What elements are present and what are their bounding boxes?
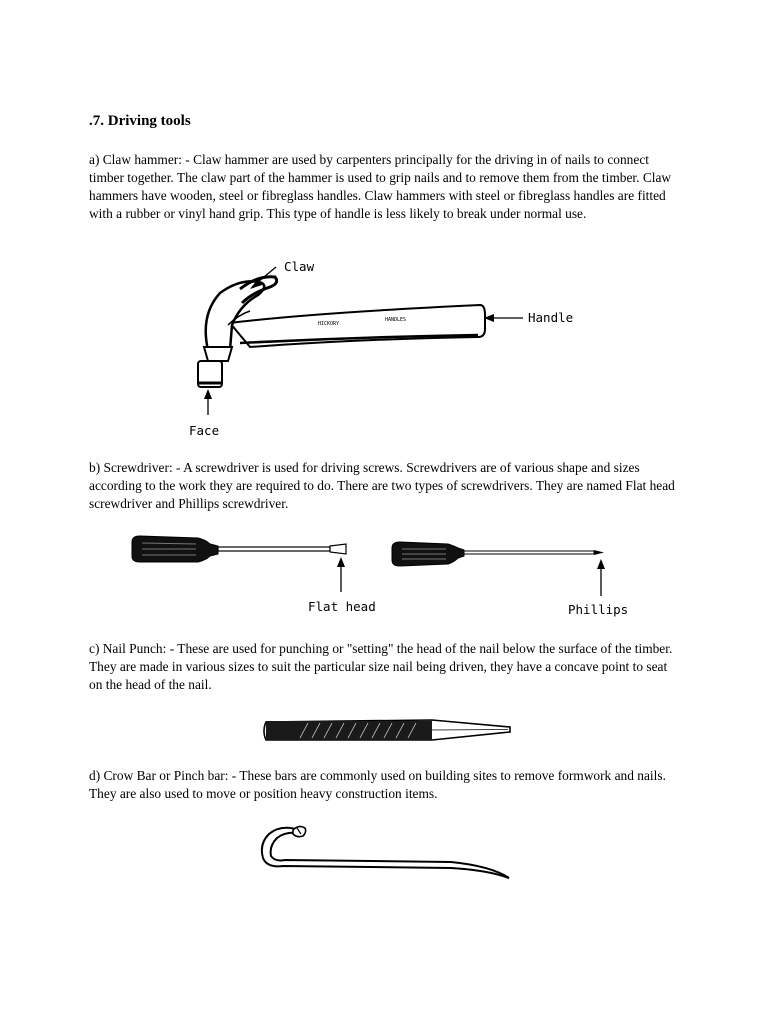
crow-bar-paragraph: d) Crow Bar or Pinch bar: - These bars are commonly used on building sites to remove formwork and nails. They are also used to move or position heavy construction items.	[89, 768, 666, 801]
crow-bar-illustration	[255, 822, 517, 884]
face-label: Face	[189, 423, 220, 438]
nail-punch-paragraph: c) Nail Punch: - These are used for punching or "setting" the head of the nail below the surface of the timber. They are made in various sizes to suit the particular size nail being driven, they have a concave point to seat on the head of the nail.	[89, 641, 673, 692]
section-heading: .7. Driving tools	[89, 113, 191, 129]
claw-hammer-illustration	[180, 255, 600, 445]
handle-mark-1: HICKORY	[318, 321, 340, 327]
screwdrivers-illustration	[128, 532, 648, 622]
nail-punch-illustration	[260, 716, 516, 746]
claw-label: Claw	[284, 259, 315, 274]
flat-head-label: Flat head	[308, 599, 376, 614]
phillips-label: Phillips	[568, 602, 629, 617]
handle-mark-2: HANDLES	[385, 317, 407, 323]
handle-label: Handle	[528, 310, 574, 325]
screwdriver-paragraph: b) Screwdriver: - A screwdriver is used for driving screws. Screwdrivers are of various shape and sizes according to the work they are required to do. There are two types of screwdrivers. They are named Flat head screwdriver and Phillips screwdriver.	[89, 460, 675, 511]
claw-hammer-paragraph: a) Claw hammer: - Claw hammer are used by carpenters principally for the driving in of nails to connect timber together. The claw part of the hammer is used to grip nails and to remove them from the timber. Claw hammers have wooden, steel or fibreglass handles. Claw hammers with steel or fibreglass handles are fitted with a rubber or vinyl hand grip. This type of handle is less likely to break under normal use.	[89, 152, 672, 221]
